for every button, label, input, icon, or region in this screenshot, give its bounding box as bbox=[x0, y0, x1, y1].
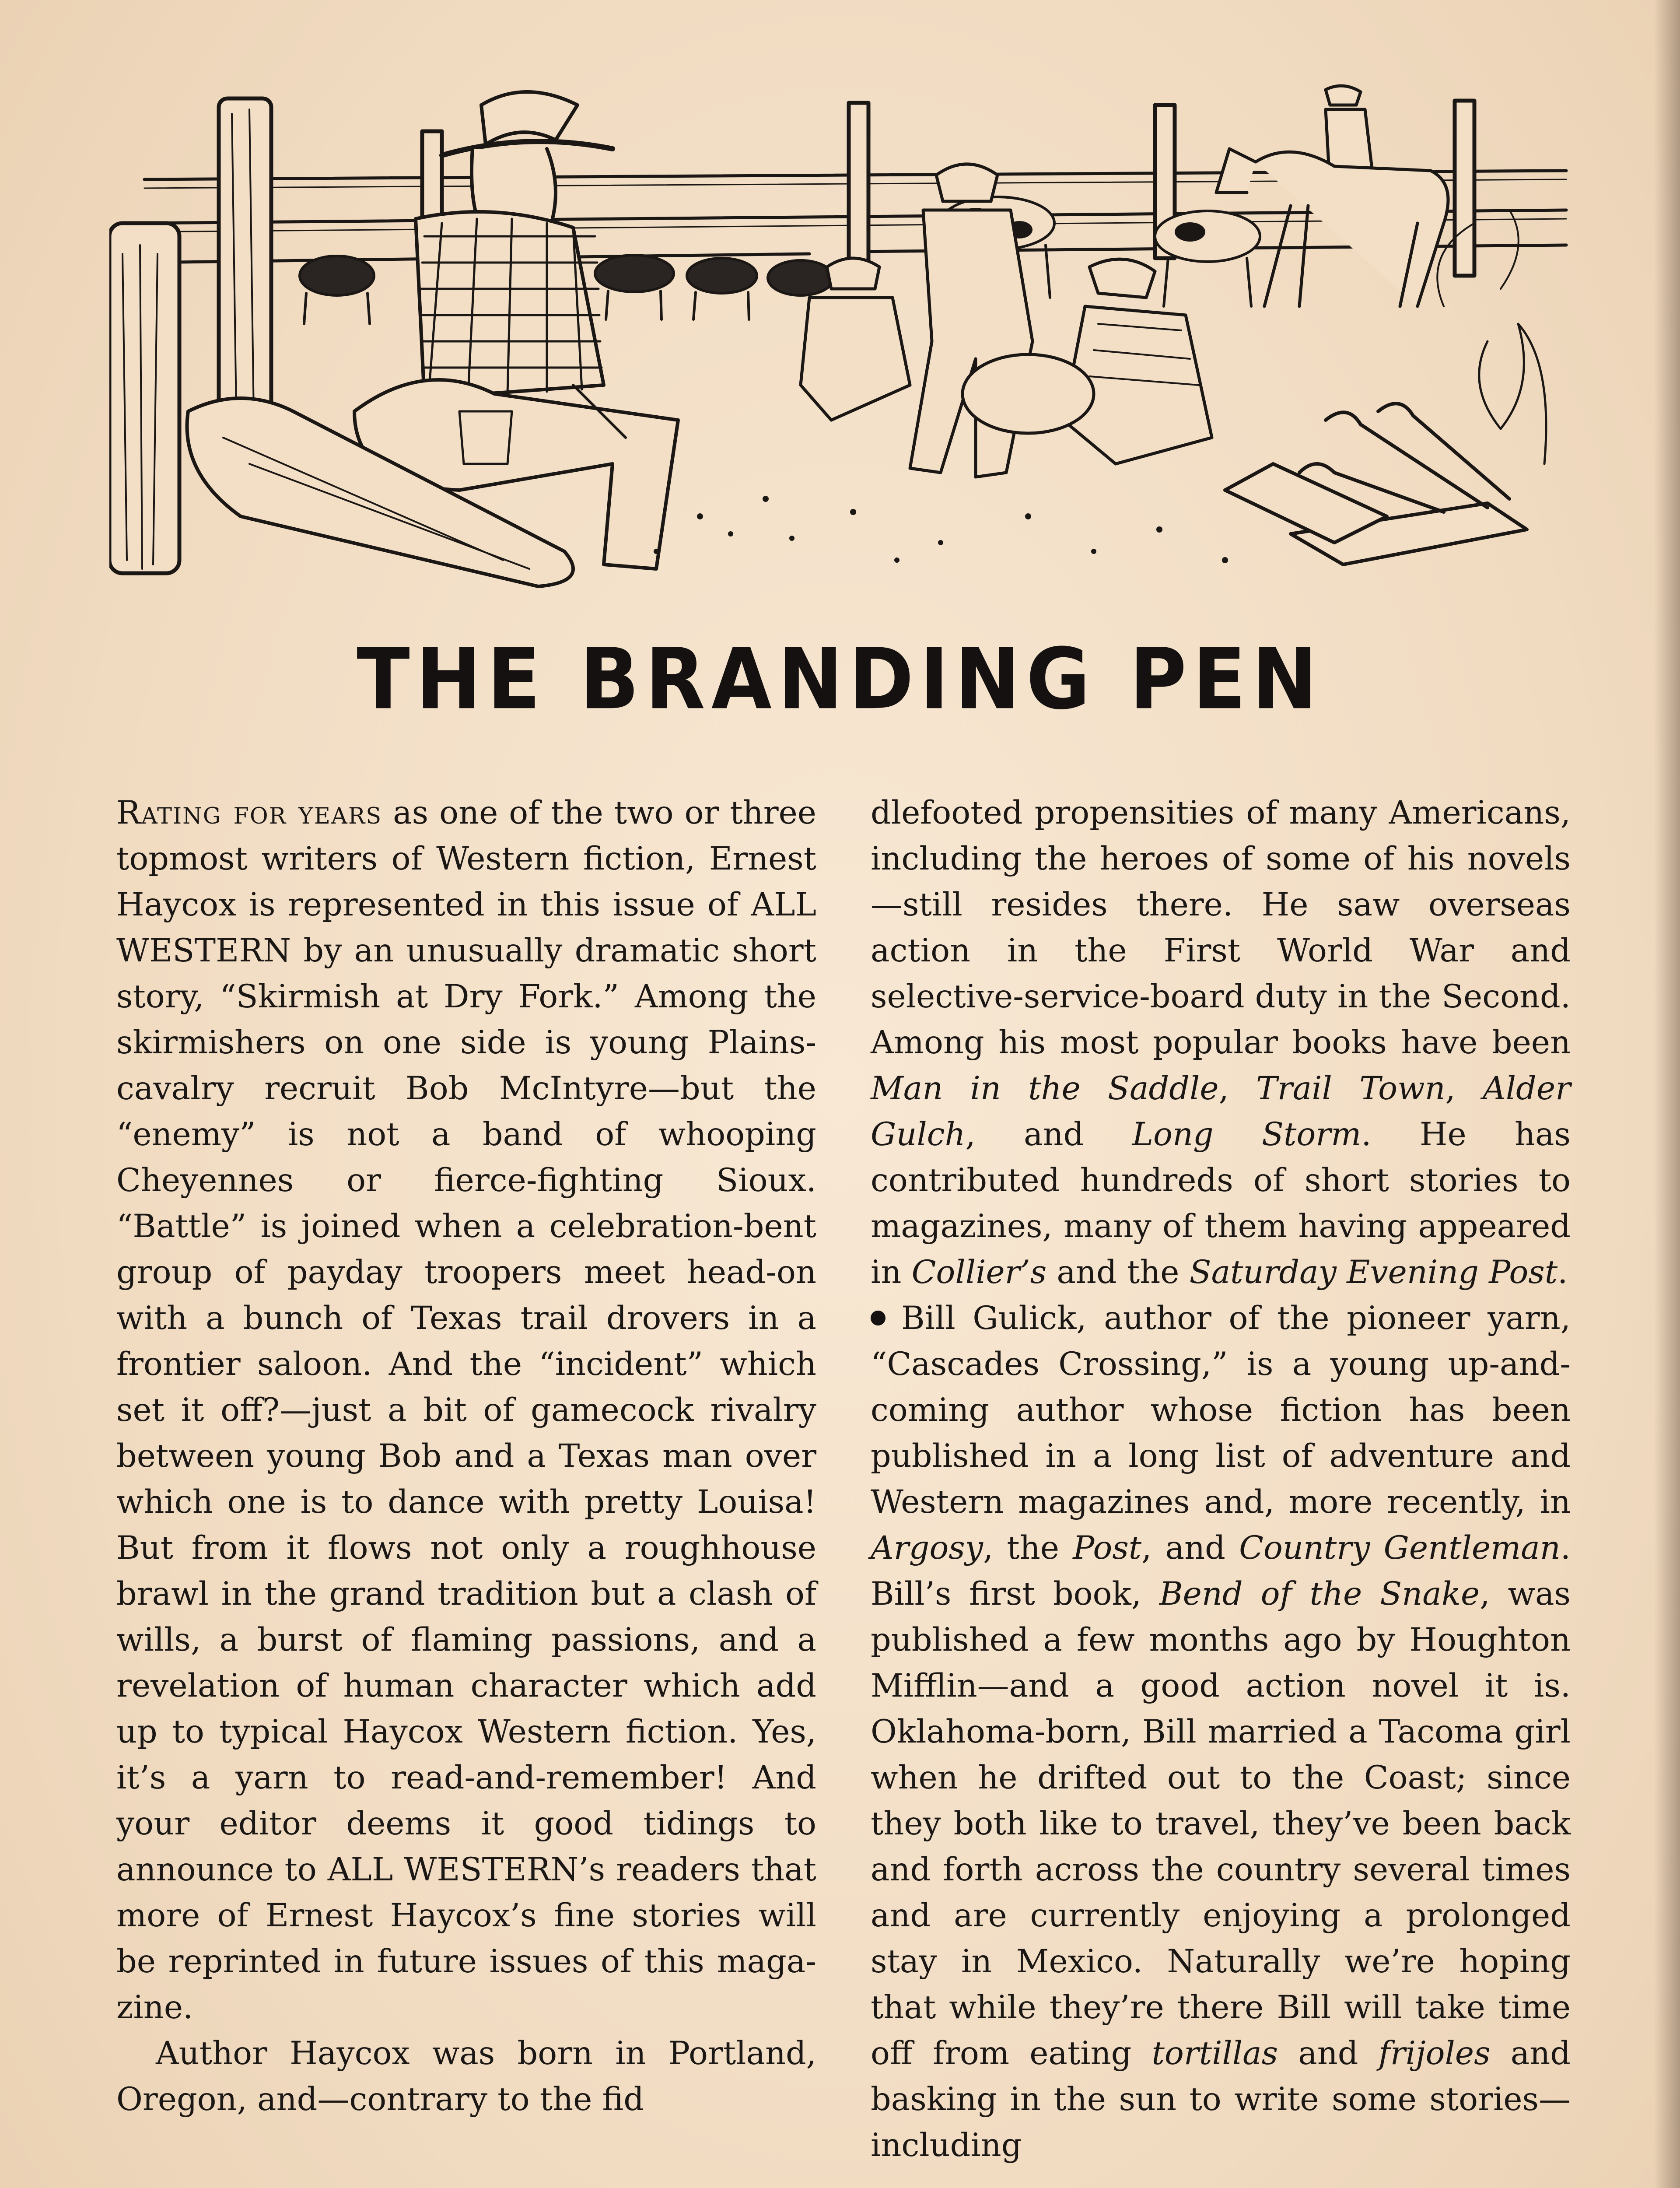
book-title: Bend of the Snake bbox=[1159, 1575, 1480, 1613]
magazine-title: Collier’s bbox=[911, 1254, 1047, 1291]
text-run: . He has contributed hundreds of short stories to magazines, many of them having appeared in bbox=[871, 1116, 1571, 1291]
text-run: . Bill’s first book, bbox=[871, 1529, 1571, 1613]
text-run: , bbox=[1218, 1070, 1256, 1107]
haycox-bio-text: Author Haycox was born in Portland, Oregon, and—contrary to the fid bbox=[116, 2035, 816, 2118]
horse-and-rider bbox=[1216, 86, 1448, 306]
lead-in-small-caps: Rating for years bbox=[116, 794, 382, 831]
book-title: Alder Gulch bbox=[871, 1070, 1571, 1153]
bullet-icon bbox=[871, 1311, 886, 1325]
haycox-bio-continued bbox=[871, 790, 1571, 1295]
left-text-column bbox=[116, 790, 816, 2122]
text-run: and the bbox=[1046, 1254, 1190, 1291]
text-run: , and bbox=[1141, 1529, 1239, 1567]
book-title: Man in the Saddle bbox=[871, 1070, 1219, 1107]
text-run: . bbox=[1558, 1254, 1568, 1291]
text-run: dlefooted propensities of many Americans, including the heroes of some of his novels—still resides there. He saw overseas action in the First World War and selective-service-board duty in the Second. Among his most popular books have been bbox=[871, 794, 1571, 1061]
gulick-paragraph bbox=[871, 1295, 1571, 2168]
haycox-bio-paragraph bbox=[116, 2030, 816, 2122]
text-run: Bill Gulick, author of the pioneer yarn, “Cascades Crossing,” is a young up-and-coming author whose fiction has been published in a long list of adventure and Western magazines and, more recently, in bbox=[871, 1300, 1571, 1521]
text-run: and basking in the sun to write some stories—including bbox=[871, 2035, 1571, 2164]
page-title: THE BRANDING PEN bbox=[357, 630, 1323, 728]
haycox-paragraph bbox=[116, 790, 816, 2030]
text-run: , was published a few months ago by Houghton Mifflin—and a good action novel it is. Oklahoma-born, Bill married a Tacoma girl when he drifted out to the Coast; since they both like to travel, they’ve been back and forth across the country several times and are currently enjoying a prolonged stay in Mexico. Naturally we’re hoping that while they’re there Bill will take time off from eating bbox=[871, 1575, 1571, 2072]
book-title: Trail Town bbox=[1256, 1070, 1446, 1107]
magazine-title: Country Gentleman bbox=[1239, 1529, 1561, 1567]
right-text-column bbox=[871, 790, 1571, 2168]
haycox-paragraph-text: as one of the two or three topmost writers of Western fiction, Ernest Haycox is represented in this issue of ALL WESTERN by an unusually dramatic short story, “Skirmish at Dry Fork.” Among the skirmishers on one side is young Plains-cavalry recruit Bob McIntyre—but the “enemy” is not a band of whooping Cheyennes or fierce-fighting Sioux. “Battle” is joined when a celebration-bent group of payday troopers meet head-on with a bunch of Texas trail drovers in a frontier saloon. And the “incident” which set it off?—just a bit of gamecock rivalry between young Bob and a Texas man over which one is to dance with pretty Louisa! But from it flows not only a roughhouse brawl in the grand tradition but a clash of wills, a burst of flaming passions, and a revelation of human character which add up to typical Haycox Western fiction. Yes, it’s a yarn to read-and-remember! And your editor deems it good tidings to announce to ALL WESTERN’s readers that more of Ernest Haycox’s fine stories will be reprinted in future issues of this magazine. bbox=[116, 794, 816, 2026]
food-word: tortillas bbox=[1152, 2035, 1278, 2072]
branding-pen-illustration bbox=[109, 79, 1575, 591]
magazine-title: Argosy bbox=[871, 1529, 983, 1567]
text-run: and bbox=[1278, 2035, 1379, 2072]
text-run: , bbox=[1445, 1070, 1483, 1107]
page-edge-shadow bbox=[1654, 0, 1680, 2188]
magazine-title: Post bbox=[1073, 1529, 1142, 1567]
book-title: Long Storm bbox=[1132, 1116, 1362, 1153]
text-run: , the bbox=[983, 1529, 1073, 1567]
magazine-title: Saturday Evening Post bbox=[1189, 1254, 1558, 1291]
text-run: , and bbox=[965, 1116, 1132, 1153]
food-word: frijoles bbox=[1378, 2035, 1491, 2072]
